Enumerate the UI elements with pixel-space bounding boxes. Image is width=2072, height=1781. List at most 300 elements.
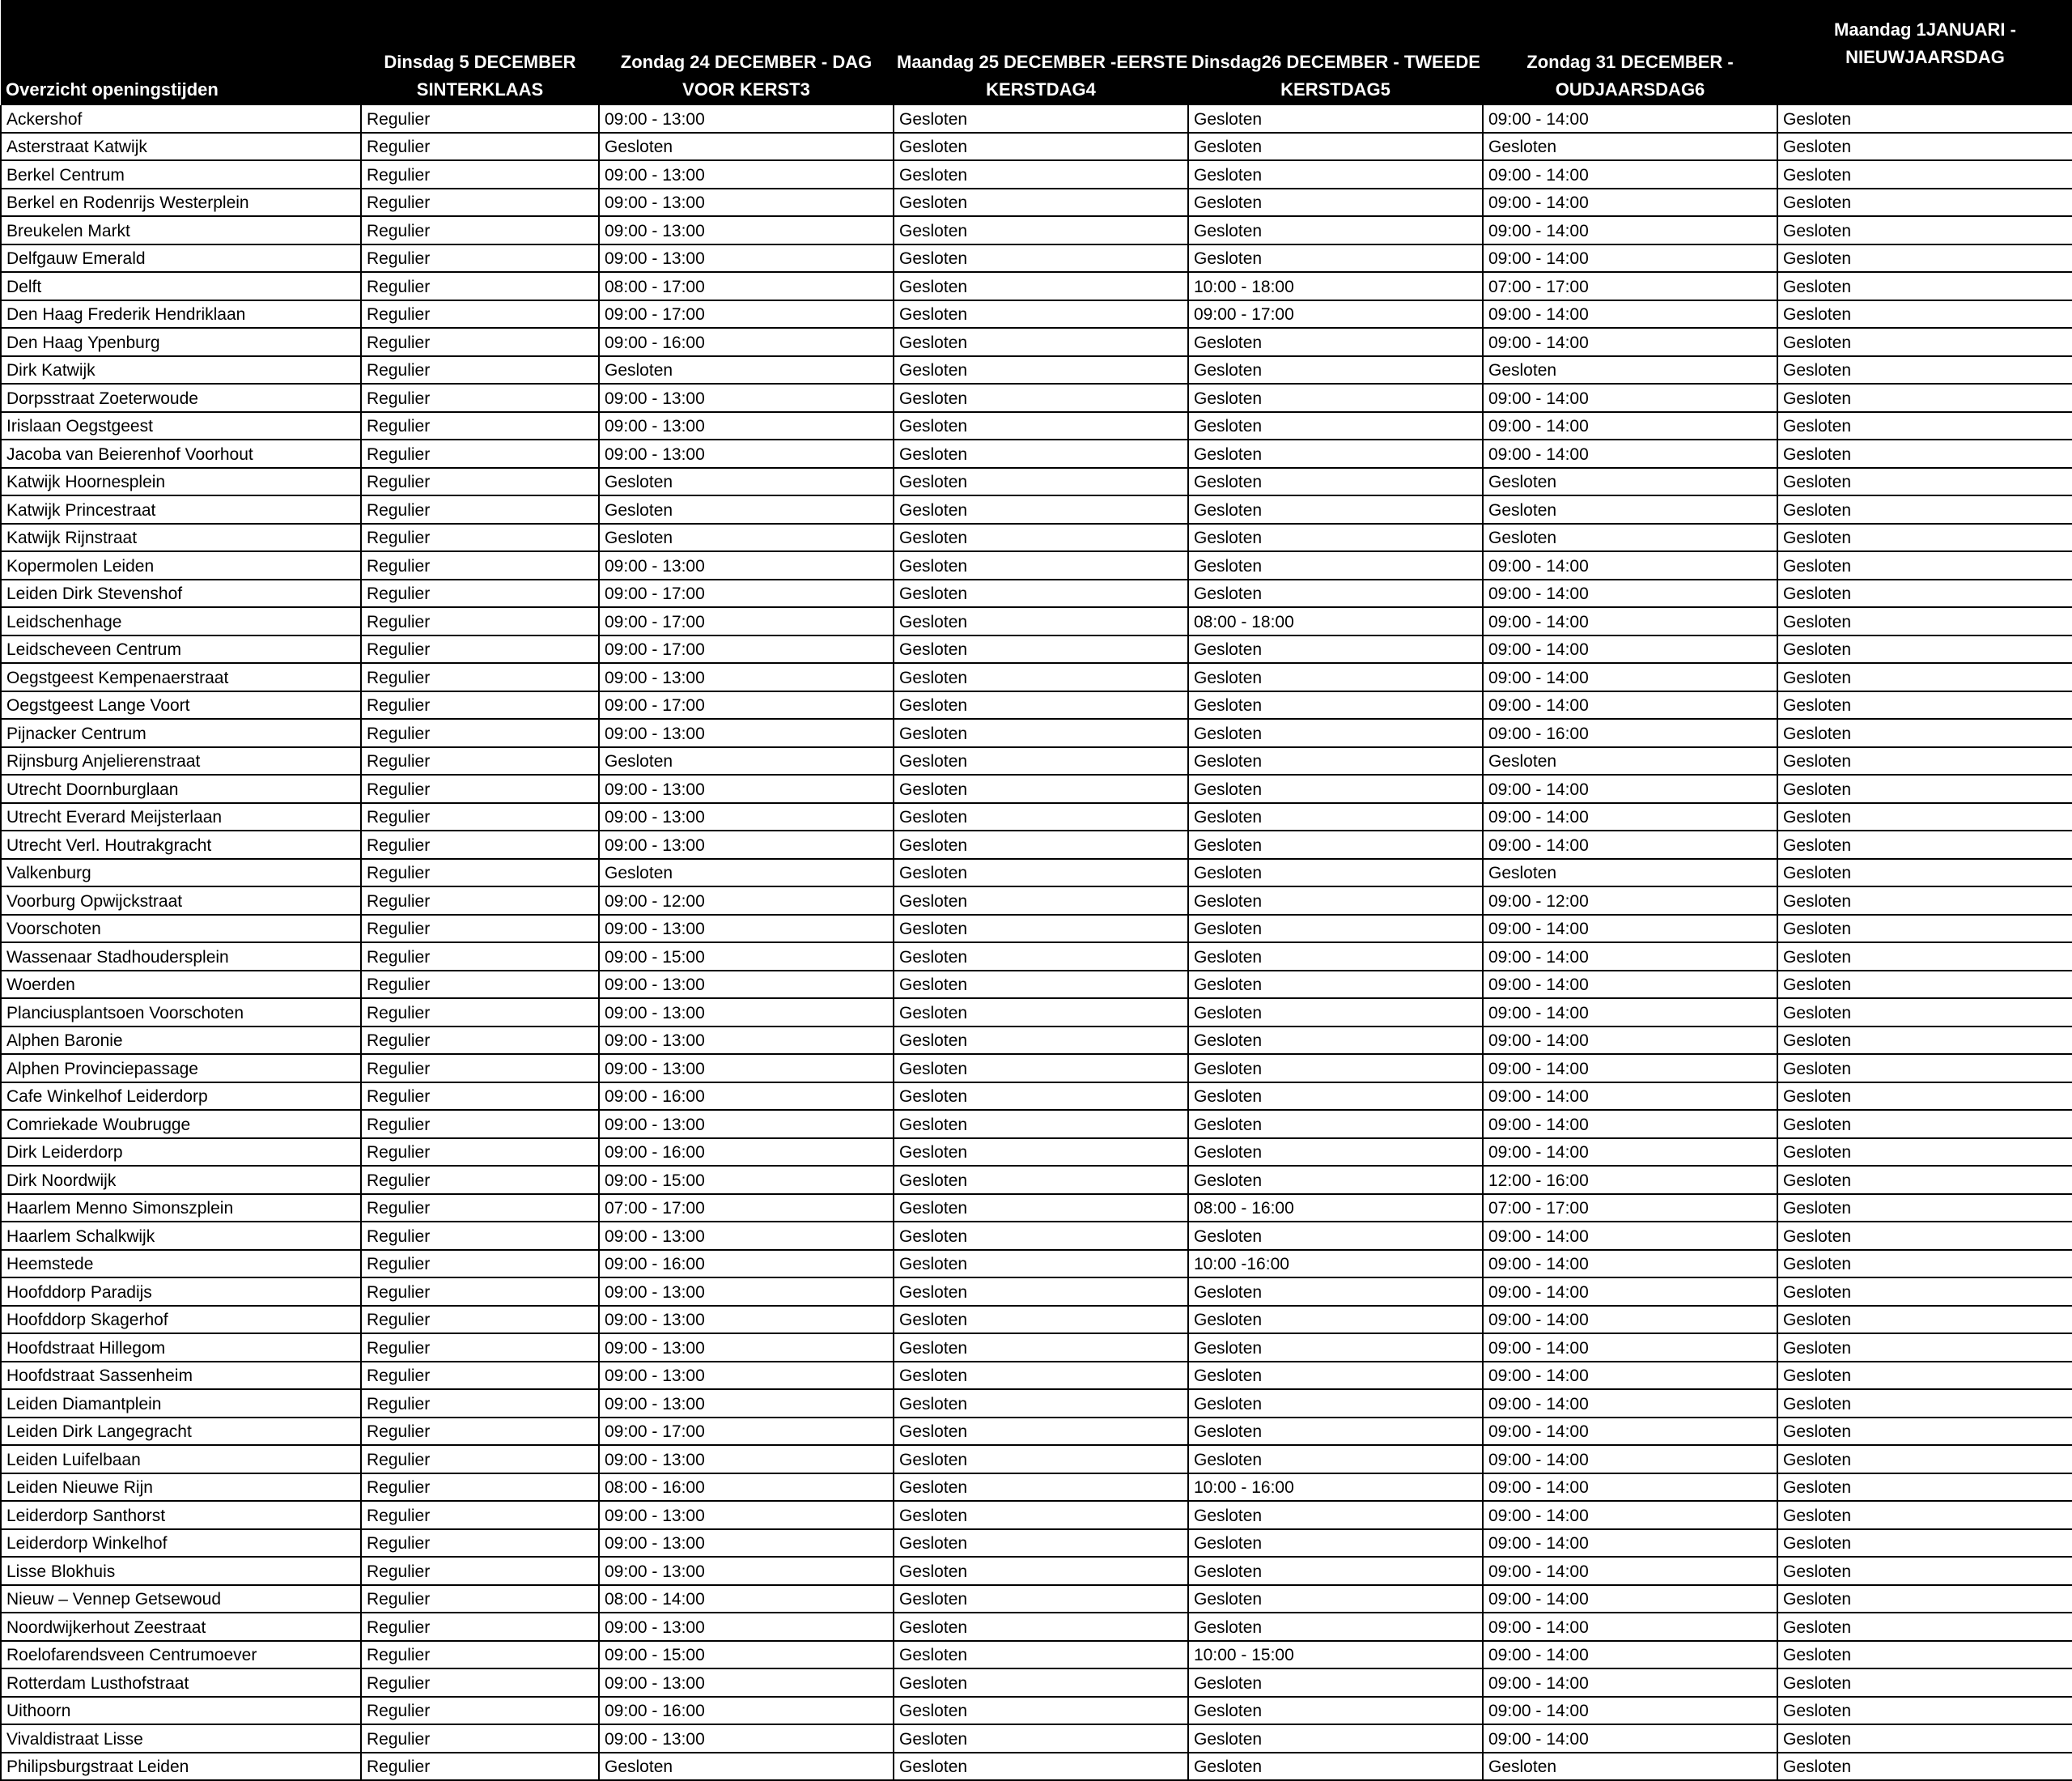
dec-24-cell: Gesloten [599,524,894,552]
dec-25-cell: Gesloten [894,1110,1188,1138]
location-cell: Leiden Diamantplein [1,1389,361,1418]
location-cell: Leiden Dirk Stevenshof [1,580,361,608]
table-row [1,1753,2072,1781]
dec-25-cell: Gesloten [894,635,1188,664]
jan-1-cell: Gesloten [1777,216,2072,244]
dec-26-cell: Gesloten [1188,1753,1483,1781]
sinterklaas-cell: Regulier [361,719,599,747]
jan-1-cell: Gesloten [1777,691,2072,720]
dec-24-cell: 09:00 - 13:00 [599,719,894,747]
jan-1-cell: Gesloten [1777,775,2072,803]
header-line: Dinsdag 5 DECEMBER [384,52,576,72]
table-row [1,244,2072,273]
dec-31-cell: 09:00 - 14:00 [1483,635,1777,664]
sinterklaas-cell: Regulier [361,1724,599,1753]
dec-31-cell: 09:00 - 14:00 [1483,1054,1777,1082]
sinterklaas-cell: Regulier [361,747,599,776]
location-cell: Valkenburg [1,859,361,887]
dec-26-cell: Gesloten [1188,524,1483,552]
dec-31-cell: 09:00 - 14:00 [1483,1306,1777,1334]
dec-31-cell: Gesloten [1483,468,1777,496]
jan-1-cell: Gesloten [1777,189,2072,217]
table-row [1,1194,2072,1222]
table-row [1,1501,2072,1529]
sinterklaas-cell: Regulier [361,635,599,664]
sinterklaas-cell: Regulier [361,133,599,161]
sinterklaas-cell: Regulier [361,1418,599,1446]
dec-31-cell: 09:00 - 14:00 [1483,1641,1777,1669]
dec-24-cell: 09:00 - 13:00 [599,1529,894,1558]
header-line: Maandag 1JANUARI - [1834,19,2016,40]
table-row [1,1613,2072,1641]
location-cell: Oegstgeest Lange Voort [1,691,361,720]
sinterklaas-cell: Regulier [361,1082,599,1111]
dec-31-cell: 09:00 - 14:00 [1483,1082,1777,1111]
dec-31-cell: 09:00 - 14:00 [1483,607,1777,635]
dec-26-cell: 10:00 - 15:00 [1188,1641,1483,1669]
table-header [1,0,2072,105]
jan-1-cell: Gesloten [1777,1529,2072,1558]
location-cell: Voorburg Opwijckstraat [1,886,361,915]
dec-25-cell: Gesloten [894,1557,1188,1585]
dec-25-cell: Gesloten [894,468,1188,496]
dec-31-cell: Gesloten [1483,1753,1777,1781]
table-row [1,1697,2072,1725]
dec-24-cell: 09:00 - 13:00 [599,105,894,133]
dec-26-cell: Gesloten [1188,1557,1483,1585]
header-title-text: Overzicht openingstijden [6,79,219,100]
dec-25-cell: Gesloten [894,1668,1188,1697]
dec-26-cell: 08:00 - 16:00 [1188,1194,1483,1222]
jan-1-cell: Gesloten [1777,803,2072,831]
jan-1-cell: Gesloten [1777,468,2072,496]
header-col-dec-24 [599,0,894,105]
dec-25-cell: Gesloten [894,384,1188,412]
sinterklaas-cell: Regulier [361,160,599,189]
sinterklaas-cell: Regulier [361,216,599,244]
location-cell: Pijnacker Centrum [1,719,361,747]
dec-26-cell: Gesloten [1188,244,1483,273]
dec-25-cell: Gesloten [894,803,1188,831]
dec-24-cell: 09:00 - 13:00 [599,1306,894,1334]
dec-25-cell: Gesloten [894,998,1188,1027]
dec-26-cell: Gesloten [1188,635,1483,664]
sinterklaas-cell: Regulier [361,1054,599,1082]
location-cell: Den Haag Ypenburg [1,328,361,356]
table-row [1,412,2072,440]
jan-1-cell: Gesloten [1777,1557,2072,1585]
table-row [1,495,2072,524]
sinterklaas-cell: Regulier [361,1753,599,1781]
location-cell: Delfgauw Emerald [1,244,361,273]
dec-25-cell: Gesloten [894,244,1188,273]
jan-1-cell: Gesloten [1777,1753,2072,1781]
dec-24-cell: Gesloten [599,468,894,496]
table-row [1,524,2072,552]
dec-31-cell: 09:00 - 14:00 [1483,1585,1777,1613]
dec-25-cell: Gesloten [894,272,1188,300]
table-body [1,105,2072,1780]
dec-31-cell: 09:00 - 14:00 [1483,1027,1777,1055]
table-row [1,300,2072,329]
jan-1-cell: Gesloten [1777,886,2072,915]
location-cell: Leiderdorp Winkelhof [1,1529,361,1558]
dec-25-cell: Gesloten [894,1194,1188,1222]
dec-25-cell: Gesloten [894,328,1188,356]
dec-24-cell: Gesloten [599,747,894,776]
sinterklaas-cell: Regulier [361,1166,599,1194]
table-row [1,607,2072,635]
table-row [1,942,2072,971]
sinterklaas-cell: Regulier [361,1529,599,1558]
table-row [1,886,2072,915]
location-cell: Alphen Baronie [1,1027,361,1055]
jan-1-cell: Gesloten [1777,1613,2072,1641]
dec-24-cell: 09:00 - 16:00 [599,328,894,356]
dec-31-cell: 09:00 - 14:00 [1483,1724,1777,1753]
table-row [1,1054,2072,1082]
sinterklaas-cell: Regulier [361,1306,599,1334]
table-row [1,1027,2072,1055]
dec-24-cell: Gesloten [599,133,894,161]
header-line: OUDJAARSDAG6 [1555,79,1705,100]
table-row [1,328,2072,356]
sinterklaas-cell: Regulier [361,1333,599,1362]
table-row [1,998,2072,1027]
dec-25-cell: Gesloten [894,942,1188,971]
jan-1-cell: Gesloten [1777,356,2072,385]
sinterklaas-cell: Regulier [361,495,599,524]
sinterklaas-cell: Regulier [361,663,599,691]
dec-26-cell: Gesloten [1188,356,1483,385]
table-row [1,1306,2072,1334]
jan-1-cell: Gesloten [1777,1054,2072,1082]
dec-31-cell: Gesloten [1483,495,1777,524]
sinterklaas-cell: Regulier [361,1389,599,1418]
header-line: Maandag 25 DECEMBER -EERSTE [897,52,1188,72]
dec-25-cell: Gesloten [894,189,1188,217]
sinterklaas-cell: Regulier [361,356,599,385]
dec-31-cell: 09:00 - 14:00 [1483,328,1777,356]
dec-25-cell: Gesloten [894,1166,1188,1194]
dec-24-cell: 09:00 - 13:00 [599,1613,894,1641]
dec-25-cell: Gesloten [894,1082,1188,1111]
dec-24-cell: 09:00 - 13:00 [599,1027,894,1055]
header-row [1,0,2072,105]
jan-1-cell: Gesloten [1777,1724,2072,1753]
dec-31-cell: 12:00 - 16:00 [1483,1166,1777,1194]
location-cell: Leiderdorp Santhorst [1,1501,361,1529]
sinterklaas-cell: Regulier [361,1585,599,1613]
dec-25-cell: Gesloten [894,719,1188,747]
dec-26-cell: Gesloten [1188,691,1483,720]
location-cell: Utrecht Verl. Houtrakgracht [1,831,361,859]
header-title [1,0,361,105]
jan-1-cell: Gesloten [1777,1110,2072,1138]
table-row [1,1166,2072,1194]
dec-24-cell: 09:00 - 13:00 [599,551,894,580]
sinterklaas-cell: Regulier [361,580,599,608]
dec-31-cell: 09:00 - 16:00 [1483,719,1777,747]
sinterklaas-cell: Regulier [361,859,599,887]
dec-25-cell: Gesloten [894,1138,1188,1167]
jan-1-cell: Gesloten [1777,440,2072,468]
table-row [1,719,2072,747]
jan-1-cell: Gesloten [1777,1027,2072,1055]
sinterklaas-cell: Regulier [361,244,599,273]
sinterklaas-cell: Regulier [361,1613,599,1641]
dec-26-cell: Gesloten [1188,1166,1483,1194]
sinterklaas-cell: Regulier [361,300,599,329]
location-cell: Roelofarendsveen Centrumoever [1,1641,361,1669]
sinterklaas-cell: Regulier [361,1473,599,1502]
sinterklaas-cell: Regulier [361,1027,599,1055]
dec-31-cell: 09:00 - 12:00 [1483,886,1777,915]
dec-24-cell: 09:00 - 13:00 [599,1445,894,1473]
dec-24-cell: 09:00 - 13:00 [599,1501,894,1529]
dec-26-cell: Gesloten [1188,831,1483,859]
header-col-dec-31 [1483,0,1777,105]
sinterklaas-cell: Regulier [361,831,599,859]
sinterklaas-cell: Regulier [361,468,599,496]
location-cell: Jacoba van Beierenhof Voorhout [1,440,361,468]
location-cell: Katwijk Hoornesplein [1,468,361,496]
dec-24-cell: 09:00 - 13:00 [599,998,894,1027]
table-row [1,775,2072,803]
sinterklaas-cell: Regulier [361,942,599,971]
dec-24-cell: 09:00 - 17:00 [599,691,894,720]
dec-24-cell: 09:00 - 17:00 [599,635,894,664]
header-line: Zondag 24 DECEMBER - DAG [620,52,873,72]
jan-1-cell: Gesloten [1777,1138,2072,1167]
sinterklaas-cell: Regulier [361,1222,599,1250]
sinterklaas-cell: Regulier [361,384,599,412]
jan-1-cell: Gesloten [1777,1194,2072,1222]
location-cell: Delft [1,272,361,300]
table-row [1,1473,2072,1502]
dec-26-cell: Gesloten [1188,942,1483,971]
sinterklaas-cell: Regulier [361,971,599,999]
sinterklaas-cell: Regulier [361,272,599,300]
location-cell: Woerden [1,971,361,999]
location-cell: Dirk Leiderdorp [1,1138,361,1167]
dec-31-cell: 09:00 - 14:00 [1483,384,1777,412]
dec-31-cell: 09:00 - 14:00 [1483,915,1777,943]
sinterklaas-cell: Regulier [361,1668,599,1697]
table-row [1,831,2072,859]
sinterklaas-cell: Regulier [361,328,599,356]
dec-24-cell: 08:00 - 14:00 [599,1585,894,1613]
dec-26-cell: Gesloten [1188,1110,1483,1138]
jan-1-cell: Gesloten [1777,1418,2072,1446]
jan-1-cell: Gesloten [1777,300,2072,329]
dec-31-cell: 09:00 - 14:00 [1483,775,1777,803]
jan-1-cell: Gesloten [1777,971,2072,999]
dec-26-cell: Gesloten [1188,915,1483,943]
jan-1-cell: Gesloten [1777,859,2072,887]
dec-24-cell: 09:00 - 13:00 [599,412,894,440]
dec-31-cell: 09:00 - 14:00 [1483,803,1777,831]
dec-25-cell: Gesloten [894,1529,1188,1558]
dec-24-cell: 09:00 - 15:00 [599,1641,894,1669]
table-row [1,551,2072,580]
dec-31-cell: 09:00 - 14:00 [1483,1277,1777,1306]
dec-26-cell: Gesloten [1188,1222,1483,1250]
dec-24-cell: 09:00 - 17:00 [599,300,894,329]
jan-1-cell: Gesloten [1777,328,2072,356]
dec-25-cell: Gesloten [894,859,1188,887]
dec-26-cell: Gesloten [1188,719,1483,747]
sinterklaas-cell: Regulier [361,1138,599,1167]
table-row [1,216,2072,244]
location-cell: Planciusplantsoen Voorschoten [1,998,361,1027]
dec-25-cell: Gesloten [894,300,1188,329]
dec-31-cell: 09:00 - 14:00 [1483,998,1777,1027]
dec-31-cell: 09:00 - 14:00 [1483,1110,1777,1138]
dec-25-cell: Gesloten [894,663,1188,691]
table-row [1,971,2072,999]
jan-1-cell: Gesloten [1777,244,2072,273]
dec-31-cell: 09:00 - 14:00 [1483,105,1777,133]
dec-31-cell: 09:00 - 14:00 [1483,1613,1777,1641]
dec-24-cell: 08:00 - 17:00 [599,272,894,300]
dec-31-cell: 07:00 - 17:00 [1483,272,1777,300]
dec-24-cell: 09:00 - 12:00 [599,886,894,915]
jan-1-cell: Gesloten [1777,831,2072,859]
sinterklaas-cell: Regulier [361,1641,599,1669]
location-cell: Hoofdstraat Hillegom [1,1333,361,1362]
table-row [1,105,2072,133]
header-line: NIEUWJAARSDAG [1845,47,2005,67]
dec-24-cell: 09:00 - 13:00 [599,216,894,244]
dec-24-cell: 09:00 - 13:00 [599,244,894,273]
dec-26-cell: Gesloten [1188,384,1483,412]
dec-25-cell: Gesloten [894,831,1188,859]
dec-25-cell: Gesloten [894,160,1188,189]
dec-25-cell: Gesloten [894,886,1188,915]
jan-1-cell: Gesloten [1777,915,2072,943]
dec-25-cell: Gesloten [894,1389,1188,1418]
dec-31-cell: 09:00 - 14:00 [1483,1668,1777,1697]
location-cell: Comriekade Woubrugge [1,1110,361,1138]
dec-26-cell: Gesloten [1188,1724,1483,1753]
jan-1-cell: Gesloten [1777,663,2072,691]
location-cell: Leiden Dirk Langegracht [1,1418,361,1446]
jan-1-cell: Gesloten [1777,495,2072,524]
jan-1-cell: Gesloten [1777,1362,2072,1390]
dec-24-cell: 09:00 - 13:00 [599,1277,894,1306]
table-row [1,663,2072,691]
dec-26-cell: 10:00 - 18:00 [1188,272,1483,300]
dec-31-cell: 09:00 - 14:00 [1483,663,1777,691]
sinterklaas-cell: Regulier [361,105,599,133]
location-cell: Hoofddorp Skagerhof [1,1306,361,1334]
dec-26-cell: Gesloten [1188,468,1483,496]
dec-31-cell: 09:00 - 14:00 [1483,160,1777,189]
dec-26-cell: Gesloten [1188,1027,1483,1055]
location-cell: Leiden Luifelbaan [1,1445,361,1473]
sinterklaas-cell: Regulier [361,524,599,552]
location-cell: Dirk Katwijk [1,356,361,385]
sinterklaas-cell: Regulier [361,1194,599,1222]
dec-24-cell: 09:00 - 13:00 [599,1110,894,1138]
jan-1-cell: Gesloten [1777,1473,2072,1502]
dec-25-cell: Gesloten [894,1697,1188,1725]
dec-25-cell: Gesloten [894,691,1188,720]
dec-31-cell: 09:00 - 14:00 [1483,189,1777,217]
dec-31-cell: 09:00 - 14:00 [1483,1222,1777,1250]
jan-1-cell: Gesloten [1777,580,2072,608]
dec-25-cell: Gesloten [894,1277,1188,1306]
location-cell: Cafe Winkelhof Leiderdorp [1,1082,361,1111]
dec-25-cell: Gesloten [894,133,1188,161]
jan-1-cell: Gesloten [1777,133,2072,161]
dec-26-cell: Gesloten [1188,747,1483,776]
dec-24-cell: 09:00 - 13:00 [599,775,894,803]
location-cell: Haarlem Menno Simonszplein [1,1194,361,1222]
jan-1-cell: Gesloten [1777,524,2072,552]
table-row [1,133,2072,161]
dec-31-cell: 09:00 - 14:00 [1483,551,1777,580]
dec-31-cell: Gesloten [1483,356,1777,385]
dec-26-cell: Gesloten [1188,886,1483,915]
dec-31-cell: 09:00 - 14:00 [1483,1697,1777,1725]
jan-1-cell: Gesloten [1777,1389,2072,1418]
location-cell: Den Haag Frederik Hendriklaan [1,300,361,329]
dec-24-cell: 09:00 - 16:00 [599,1082,894,1111]
dec-26-cell: Gesloten [1188,1306,1483,1334]
jan-1-cell: Gesloten [1777,1333,2072,1362]
sinterklaas-cell: Regulier [361,189,599,217]
dec-26-cell: Gesloten [1188,663,1483,691]
location-cell: Kopermolen Leiden [1,551,361,580]
sinterklaas-cell: Regulier [361,1445,599,1473]
jan-1-cell: Gesloten [1777,747,2072,776]
table-row [1,1222,2072,1250]
dec-26-cell: 10:00 - 16:00 [1188,1473,1483,1502]
jan-1-cell: Gesloten [1777,412,2072,440]
dec-31-cell: 09:00 - 14:00 [1483,244,1777,273]
dec-26-cell: Gesloten [1188,328,1483,356]
dec-26-cell: Gesloten [1188,1054,1483,1082]
location-cell: Asterstraat Katwijk [1,133,361,161]
jan-1-cell: Gesloten [1777,1668,2072,1697]
location-cell: Oegstgeest Kempenaerstraat [1,663,361,691]
location-cell: Dorpsstraat Zoeterwoude [1,384,361,412]
dec-26-cell: Gesloten [1188,803,1483,831]
dec-25-cell: Gesloten [894,1222,1188,1250]
location-cell: Heemstede [1,1250,361,1278]
sinterklaas-cell: Regulier [361,915,599,943]
dec-25-cell: Gesloten [894,1501,1188,1529]
table-row [1,1110,2072,1138]
table-row [1,160,2072,189]
dec-24-cell: 09:00 - 13:00 [599,1333,894,1362]
dec-25-cell: Gesloten [894,775,1188,803]
dec-31-cell: 09:00 - 14:00 [1483,1138,1777,1167]
jan-1-cell: Gesloten [1777,384,2072,412]
table-row [1,803,2072,831]
dec-24-cell: 09:00 - 13:00 [599,440,894,468]
location-cell: Noordwijkerhout Zeestraat [1,1613,361,1641]
dec-31-cell: 09:00 - 14:00 [1483,440,1777,468]
sinterklaas-cell: Regulier [361,1250,599,1278]
location-cell: Uithoorn [1,1697,361,1725]
dec-24-cell: 09:00 - 17:00 [599,1418,894,1446]
dec-26-cell: Gesloten [1188,1333,1483,1362]
dec-31-cell: Gesloten [1483,133,1777,161]
dec-31-cell: 09:00 - 14:00 [1483,216,1777,244]
